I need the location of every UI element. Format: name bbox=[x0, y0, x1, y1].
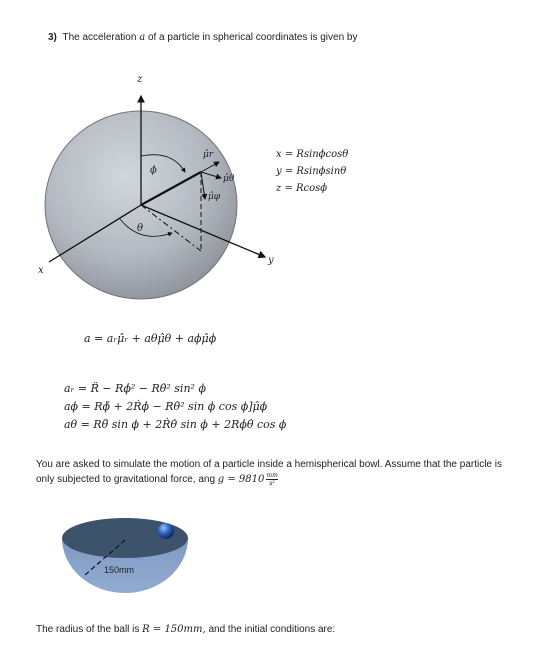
eq-x: x = Rsinϕcosθ bbox=[276, 149, 349, 160]
bowl-radius-label: 150mm bbox=[104, 565, 135, 575]
question-number: 3) bbox=[48, 32, 57, 43]
intro-pre: The acceleration bbox=[62, 32, 137, 43]
mu-theta-label: μ̂θ bbox=[223, 174, 235, 184]
a-r-equation: aᵣ = R̈ − Rϕ̇² − Rθ̇² sin² ϕ bbox=[64, 382, 206, 395]
mu-phi-label: μ̂φ bbox=[208, 192, 221, 202]
footer-pre: The radius of the ball is bbox=[36, 624, 140, 635]
z-axis-label: z bbox=[137, 74, 143, 85]
g-expression: g = 9810 bbox=[217, 474, 265, 486]
theta-angle-label: θ bbox=[137, 223, 144, 234]
a-theta-equation: aθ = Rθ̈ sin ϕ + 2Ṙθ̇ sin ϕ + 2Rϕ̇θ̇ cos ϕ bbox=[64, 418, 287, 431]
eq-y: y = Rsinϕsinθ bbox=[276, 166, 347, 177]
mu-r-label: μ̂r bbox=[203, 150, 214, 160]
y-axis-label: y bbox=[268, 255, 274, 266]
simulation-paragraph bbox=[36, 457, 516, 487]
footer-post: and the initial conditions are: bbox=[208, 624, 336, 635]
footer-r-expr: R = 150mm, bbox=[142, 624, 206, 635]
g-unit bbox=[266, 472, 277, 487]
a-phi-equation: aϕ = Rϕ̈ + 2Ṙϕ̇ − Rθ̇² sin ϕ cos ϕ]μ̂ϕ bbox=[64, 400, 268, 413]
intro-post: of a particle in spherical coordinates is given by bbox=[147, 32, 358, 43]
phi-angle-label: ϕ bbox=[150, 165, 157, 176]
intro-var: a bbox=[139, 32, 146, 43]
x-axis-label: x bbox=[38, 265, 44, 276]
g-unit-num: mm bbox=[266, 472, 278, 479]
simulation-text: You are asked to simulate the motion of a particle inside a hemispherical bowl. Assume that the particle is only subjected to gravitational force, ang bbox=[36, 459, 502, 486]
accel-sum-equation: a = aᵣμ̂ᵣ + aθμ̂θ + aϕμ̂ϕ bbox=[84, 332, 217, 345]
footer-line bbox=[36, 623, 335, 636]
g-unit-den: s² bbox=[269, 480, 275, 487]
ball bbox=[158, 523, 174, 539]
eq-z: z = Rcosϕ bbox=[276, 183, 328, 194]
